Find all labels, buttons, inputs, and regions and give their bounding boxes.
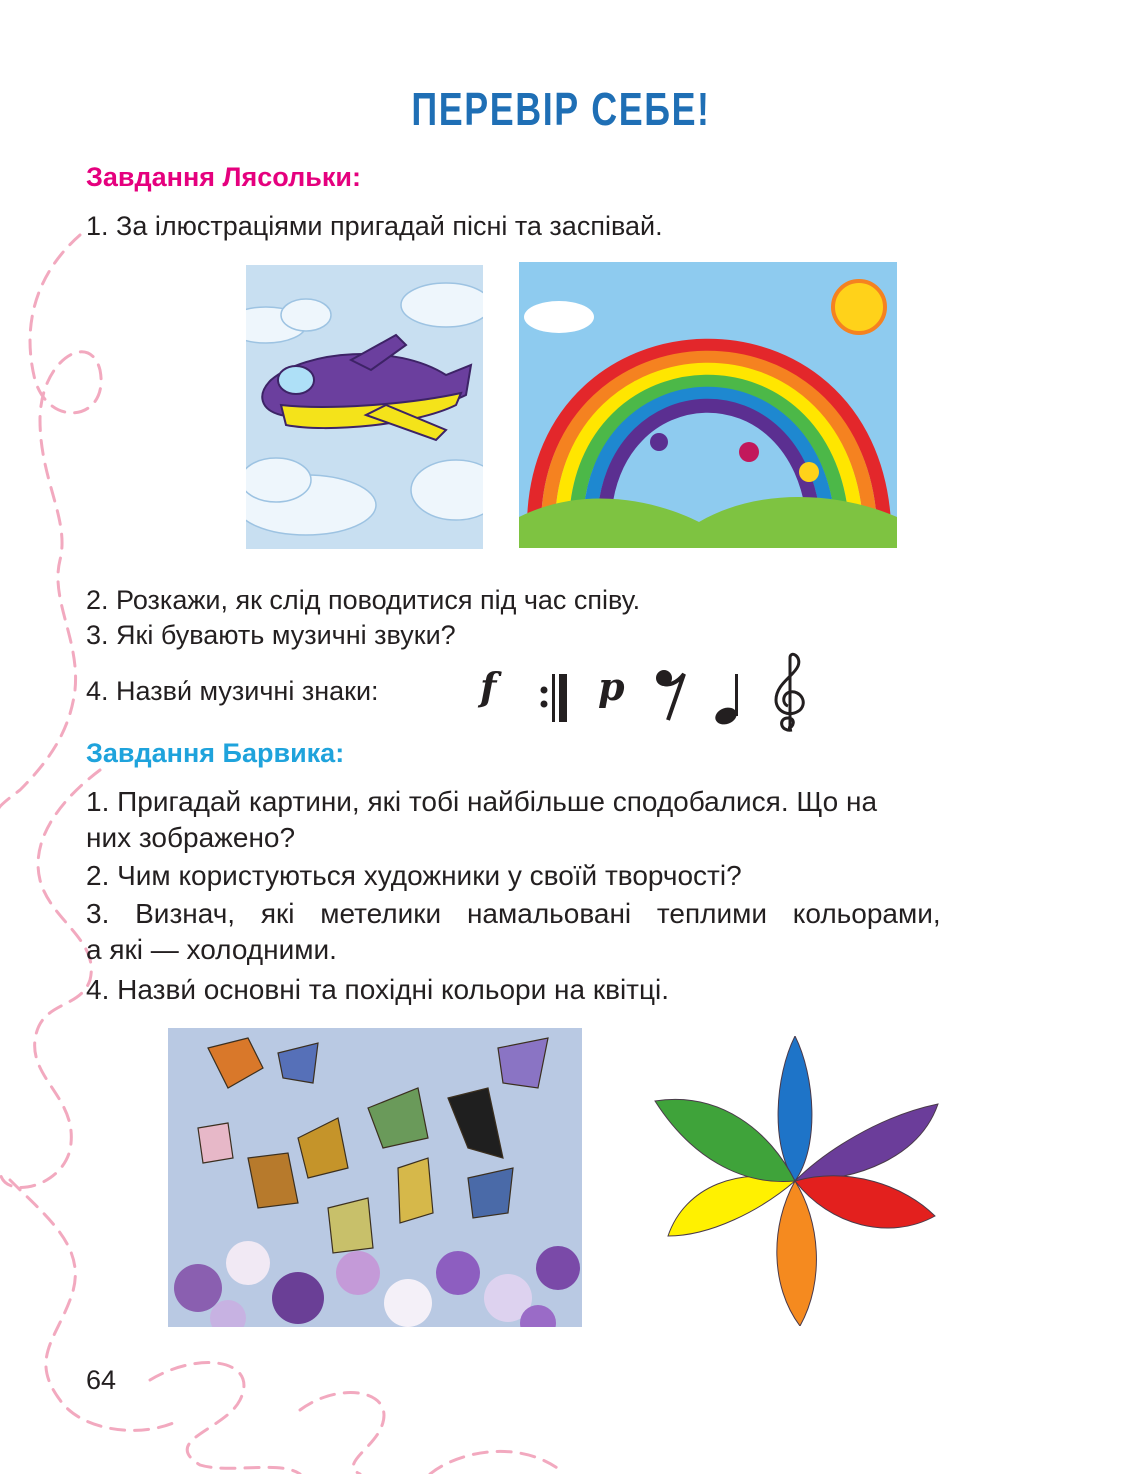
barvyk-question-2: 2. Чим користуються художники у своїй творчості? [86, 860, 742, 891]
barvyk-question-3-line-1: 3. Визнач, які метелики намальовані теплими кольорами, [86, 898, 941, 929]
airplane-drawing [246, 265, 483, 549]
lyasolka-question-3: 3. Які бувають музичні звуки? [86, 620, 456, 650]
lyasolka-question-2: 2. Розкажи, як слід поводитися під час співу. [86, 585, 641, 615]
rainbow-drawing [519, 262, 897, 548]
butterflies-painting [168, 1028, 582, 1327]
barvyk-question-1-line-1: 1. Пригадай картини, які тобі найбільше сподобалися. Що на [86, 786, 878, 817]
piano-symbol: p [598, 664, 625, 709]
lyasolka-question-1: 1. За ілюстраціями пригадай пісні та заспівай. [86, 211, 663, 241]
lyasolka-question-4: 4. Назви́ музичні знаки: [86, 676, 379, 706]
page-number: 64 [86, 1365, 117, 1395]
barvyk-question-4: 4. Назви́ основні та похідні кольори на квітці. [86, 974, 670, 1005]
page-title: ПЕРЕВІР СЕБЕ! [411, 83, 711, 135]
quarter-note-icon [712, 670, 748, 726]
treble-clef-icon [770, 652, 810, 734]
lyasolka-heading: Завдання Лясольки: [86, 162, 361, 192]
color-flower-drawing [650, 1036, 940, 1326]
barvyk-question-3-line-2: а які — холодними. [86, 934, 337, 965]
eighth-rest-icon [654, 666, 690, 724]
barvyk-heading: Завдання Барвика: [86, 738, 345, 768]
forte-symbol: f [480, 664, 497, 709]
barvyk-question-1-line-2: них зображено? [86, 822, 296, 853]
repeat-sign-icon [538, 670, 572, 726]
